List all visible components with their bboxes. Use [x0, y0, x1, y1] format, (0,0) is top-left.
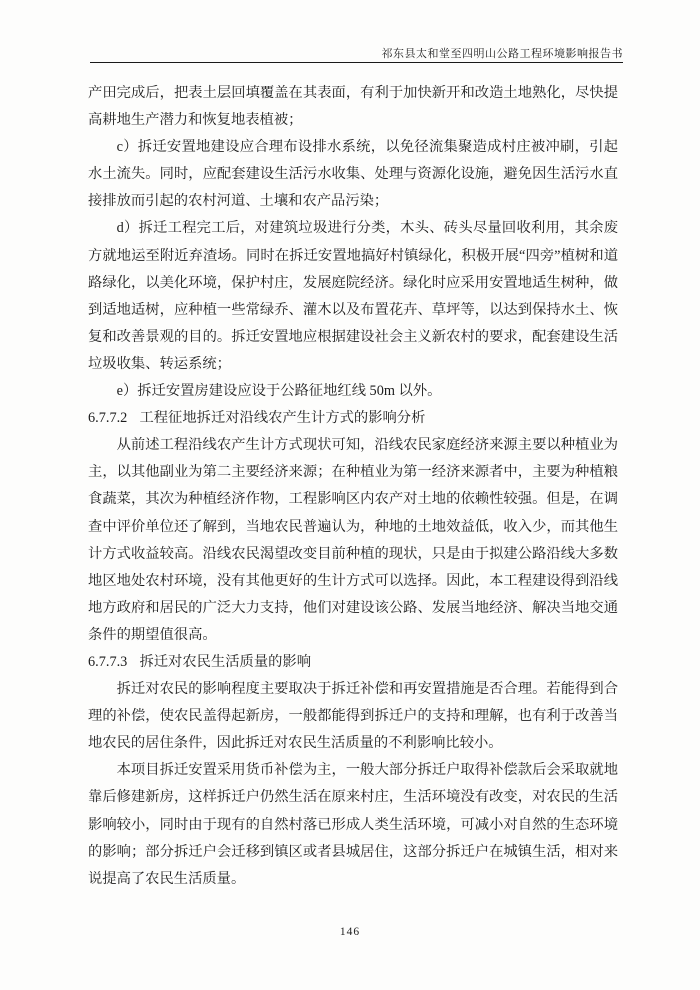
section-title: 拆迁对农民生活质量的影响 — [139, 653, 312, 670]
paragraph-compensation: 拆迁对农民的影响程度主要取决于拆迁补偿和再安置措施是否合理。若能得到合理的补偿，使农民盖得起新房，一般都能得到拆迁户的支持和理解，也有利于改善当地农民的居住条件，因此拆迁对农民生活质量的不利影响比较小。 — [88, 681, 618, 752]
paragraph-item-d: d）拆迁工程完工后，对建筑垃圾进行分类，木头、砖头尽量回收利用，其余废方就地运至附近弃渣场。同时在拆迁安置地搞好村镇绿化，积极开展“四旁”植树和道路绿化，以美化环境，保护村庄，发展庭院经济。绿化时应采用安置地适生树种，做到适地适树，应种植一些常绿乔、灌木以及布置花卉、草坪等，以达到保持水土、恢复和改善景观的目的。拆迁安置地应根据建设社会主义新农村的要求，配套建设生活垃圾收集、转运系统； — [88, 220, 618, 372]
document-body — [88, 80, 618, 893]
paragraph-item-c: c）拆迁安置地建设应合理布设排水系统，以免径流集聚造成村庄被冲刷，引起水土流失。同时，应配套建设生活污水收集、处理与资源化设施，避免因生活污水直接排放而引起的农村河道、土壤和农产品污染； — [88, 139, 618, 210]
paragraph-livelihood-analysis: 从前述工程沿线农产生计方式现状可知，沿线农民家庭经济来源主要以种植业为主，以其他副业为第二主要经济来源；在种植业为第一经济来源者中，主要为种植粮食蔬菜，其次为种植经济作物，工程影响区内农产对土地的依赖性较强。但是，在调查中评价单位还了解到，当地农民普遍认为，种地的土地效益低，收入少，而其他生计方式收益较高。沿线农民渴望改变目前种植的现状，只是由于拟建公路沿线大多数地区地处农村环境，没有其他更好的生计方式可以选择。因此，本工程建设得到沿线地方政府和居民的广泛大力支持，他们对建设该公路、发展当地经济、解决当地交通条件的期望值很高。 — [88, 437, 618, 643]
section-heading-6-7-7-3 — [88, 649, 618, 676]
section-title: 工程征地拆迁对沿线农产生计方式的影响分析 — [139, 410, 426, 427]
header-divider — [90, 62, 623, 63]
paragraph-monetary-compensation: 本项目拆迁安置采用货币补偿为主，一般大部分拆迁户取得补偿款后会采取就地靠后修建新房，这样拆迁户仍然生活在原来村庄，生活环境没有改变，对农民的生活影响较小，同时由于现有的自然村落已形成人类生活环境，可减小对自然的生态环境的影响；部分拆迁户会迁移到镇区或者县城居住，这部分拆迁户在城镇生活，相对来说提高了农民生活质量。 — [88, 762, 618, 887]
page-footer — [0, 922, 700, 940]
page-number: 146 — [339, 926, 361, 938]
section-number: 6.7.7.2 — [88, 410, 128, 427]
section-heading-6-7-7-2 — [88, 405, 618, 432]
paragraph-item-e: e）拆迁安置房建设应设于公路征地红线 50m 以外。 — [116, 383, 442, 400]
section-number: 6.7.7.3 — [88, 653, 128, 670]
header-running-title: 祁东县太和堂至四明山公路工程环境影响报告书 — [381, 48, 623, 60]
paragraph-continuation: 产田完成后，把表土层回填覆盖在其表面，有利于加快新开和改造土地熟化，尽快提高耕地生产潜力和恢复地表植被； — [88, 85, 618, 129]
